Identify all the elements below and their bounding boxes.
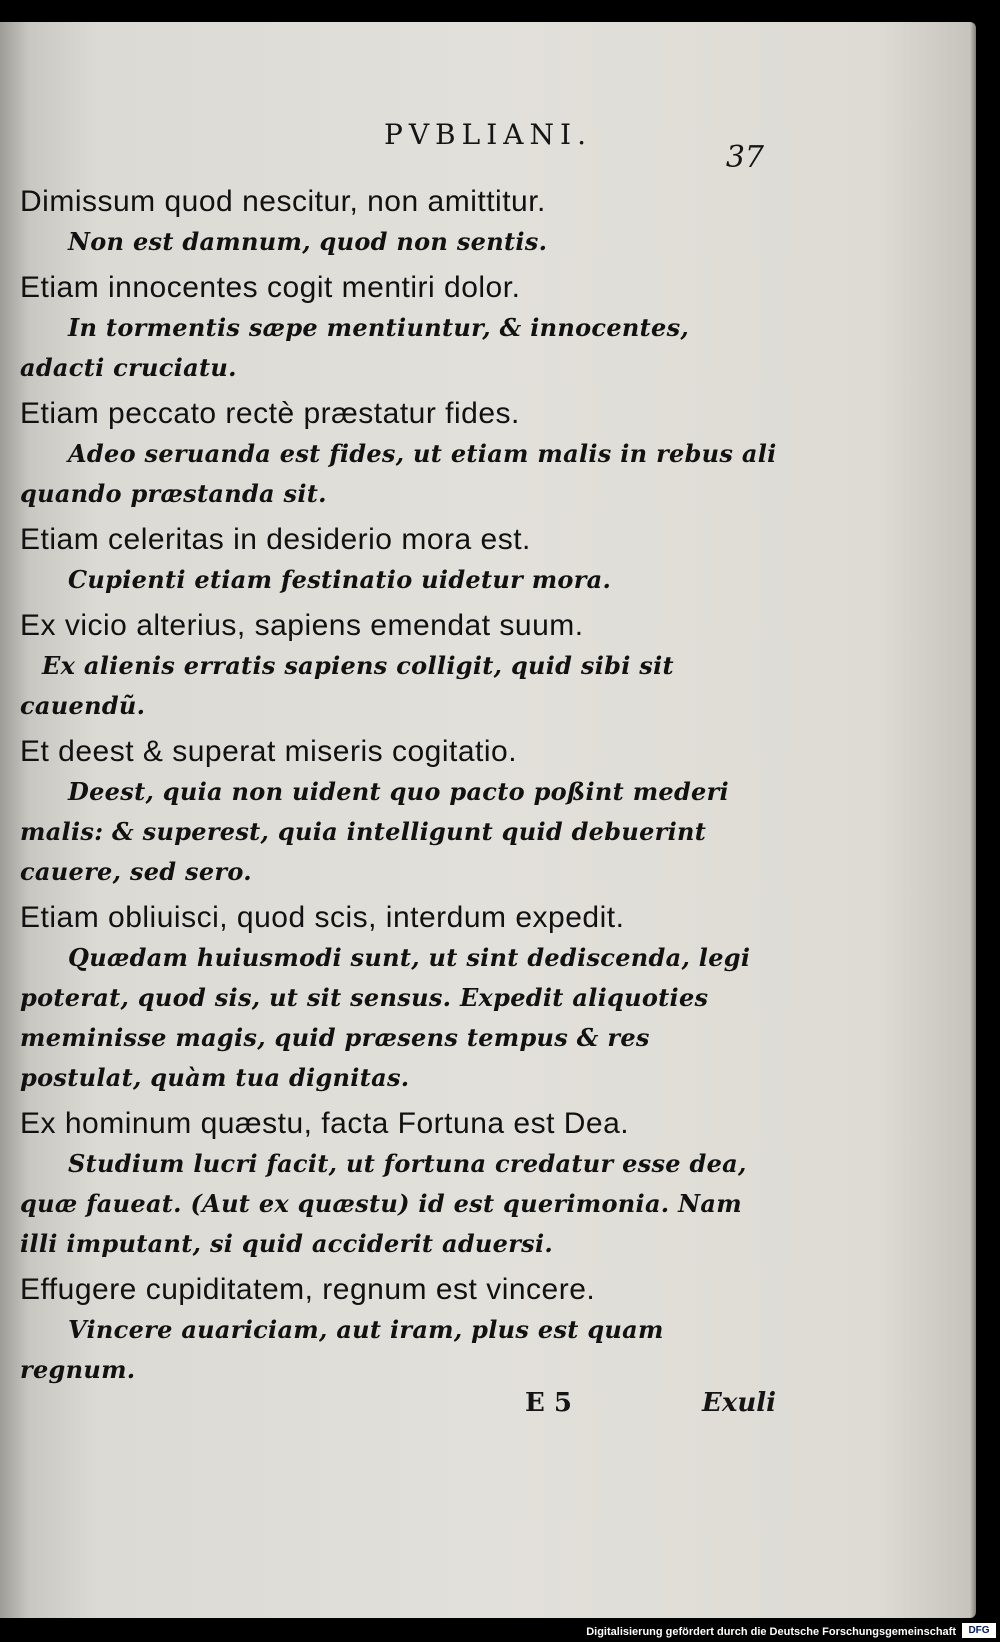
entry [20, 520, 780, 600]
entry [20, 1270, 780, 1390]
page-number: 37 [725, 140, 764, 175]
sentence: Et deest & superat miseris cogitatio. [20, 735, 518, 768]
gloss: In tormentis sæpe mentiuntur, & innocentes, adacti cruciatu. [20, 313, 690, 382]
gloss: Deest, quia non uident quo pacto poßint mederi malis: & superest, quia intelligunt quid debuerint cauere, sed sero. [20, 777, 729, 886]
text-block [20, 182, 780, 1396]
entry [20, 268, 780, 388]
entry [20, 732, 780, 892]
sentence: Etiam celeritas in desiderio mora est. [20, 523, 531, 556]
sentence: Ex hominum quæstu, facta Fortuna est Dea. [20, 1107, 630, 1140]
page-footer [20, 1388, 776, 1428]
sentence: Etiam peccato rectè præstatur fides. [20, 397, 520, 430]
catchword: Exuli [702, 1388, 776, 1418]
entry [20, 606, 780, 726]
gloss: Vincere auariciam, aut iram, plus est quam regnum. [20, 1315, 664, 1384]
signature-mark: E 5 [525, 1388, 572, 1418]
running-title: PVBLIANI. [384, 118, 592, 151]
entry [20, 898, 780, 1098]
gloss: Quædam huiusmodi sunt, ut sint dediscenda, legi poterat, quod sis, ut sit sensus. Expedit aliquoties meminisse magis, quid præsens tempus & res postulat, quàm tua dignitas. [20, 943, 751, 1092]
gloss: Cupienti etiam festinatio uidetur mora. [68, 565, 612, 594]
gloss: Studium lucri facit, ut fortuna credatur esse dea, quæ faueat. (Aut ex quæstu) id est querimonia. Nam illi imputant, si quid acciderit aduersi. [20, 1149, 747, 1258]
digitization-bar [0, 1618, 1000, 1642]
sentence: Effugere cupiditatem, regnum est vincere. [20, 1273, 596, 1306]
entry [20, 182, 780, 262]
dfg-logo-icon: DFG [962, 1623, 996, 1638]
gloss: Adeo seruanda est fides, ut etiam malis in rebus ali quando præstanda sit. [20, 439, 777, 508]
book-page [0, 22, 976, 1618]
sentence: Ex vicio alterius, sapiens emendat suum. [20, 609, 584, 642]
entry [20, 1104, 780, 1264]
gloss: Non est damnum, quod non sentis. [68, 227, 548, 256]
digitization-note: Digitalisierung gefördert durch die Deutsche Forschungsgemeinschaft [586, 1626, 956, 1638]
sentence: Etiam obliuisci, quod scis, interdum expedit. [20, 901, 625, 934]
gloss: Ex alienis erratis sapiens colligit, quid sibi sit cauendũ. [20, 651, 674, 720]
entry [20, 394, 780, 514]
sentence: Etiam innocentes cogit mentiri dolor. [20, 271, 521, 304]
sentence: Dimissum quod nescitur, non amittitur. [20, 185, 546, 218]
